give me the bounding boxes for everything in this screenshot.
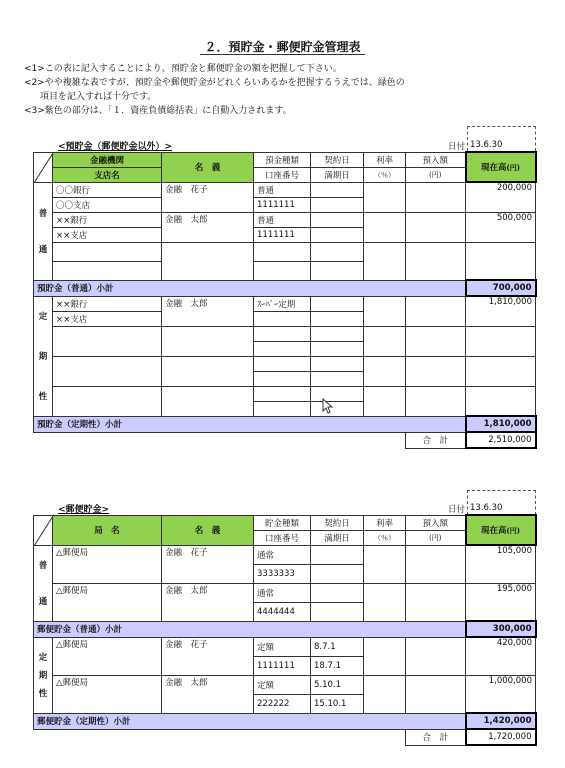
col-account: 口座番号	[254, 167, 311, 182]
total-label: 合 計	[406, 729, 466, 745]
note-3: <3>紫色の部分は、「１．資産負債総括表」に自動入力されます。	[24, 106, 292, 116]
cell-account: 222222	[254, 694, 311, 713]
col-branch: 支店名	[53, 167, 162, 182]
section1-date-label: 日付	[448, 142, 466, 152]
deposit-table	[33, 151, 537, 449]
cell-balance: 420,000	[466, 637, 536, 675]
grand-total: 2,510,000	[466, 432, 536, 448]
section2-date-label: 日付	[448, 505, 466, 515]
col-rate-unit: （％）	[364, 167, 406, 182]
note-2-cont: 項目を記入すれば十分です。	[40, 92, 157, 102]
cell-contract: 5.10.1	[311, 675, 364, 694]
cell-type: 定額	[254, 675, 311, 694]
cell-type: 普通	[254, 182, 311, 197]
total-label: 合 計	[406, 432, 466, 448]
postal-table	[33, 514, 537, 746]
cell-name: 金融 太郎	[162, 212, 254, 242]
section2-date-value: 13.6.30	[470, 503, 503, 513]
cell-name: 金融 花子	[162, 182, 254, 212]
section2-heading: <郵便貯金>	[58, 505, 110, 515]
cell-balance: 200,000	[466, 182, 536, 212]
futsu-label: 普 通	[34, 545, 53, 621]
cell-name: 金融 太郎	[162, 296, 254, 326]
cell-type: 普通	[254, 212, 311, 227]
section1-date-value: 13.6.30	[470, 140, 503, 150]
col-office: 局 名	[53, 515, 162, 545]
cell-balance: 500,000	[466, 212, 536, 242]
cell-branch: ××支店	[53, 311, 162, 326]
teiki-label: 定 期 性	[34, 296, 53, 416]
col-deposit-unit: (円)	[406, 530, 466, 545]
cell-bank: ××銀行	[53, 212, 162, 227]
cell-name: 金融 花子	[162, 637, 254, 675]
col-contract: 契約日	[311, 515, 364, 530]
corner-cell	[34, 152, 53, 182]
cell-bank: 〇〇銀行	[53, 182, 162, 197]
futsu-label: 普 通	[34, 182, 53, 280]
col-deposit-unit: (円)	[406, 167, 466, 182]
cell-contract: 8.7.1	[311, 637, 364, 656]
cell-type: 定額	[254, 637, 311, 656]
teiki-subtotal: 1,420,000	[466, 713, 536, 729]
col-contract: 契約日	[311, 152, 364, 167]
col-rate: 利率	[364, 152, 406, 167]
col-maturity: 満期日	[311, 167, 364, 182]
col-deposit: 預入額	[406, 152, 466, 167]
futsu-subtotal-label: 預貯金（普通）小計	[34, 280, 466, 296]
note-1: <1>この表に記入することにより、預貯金と郵便貯金の額を把握して下さい。	[24, 64, 342, 74]
cell-name: 金融 太郎	[162, 583, 254, 621]
cell-office: △郵便局	[53, 545, 162, 583]
grand-total: 1,720,000	[466, 729, 536, 745]
section1-heading: <預貯金（郵便貯金以外）>	[58, 142, 173, 152]
cell-account: 1111111	[254, 197, 311, 212]
note-2: <2>やや複雑な表ですが、預貯金や郵便貯金がどれくらいあるかを把握するうえでは、緑色の	[24, 78, 405, 88]
cell-office: △郵便局	[53, 675, 162, 713]
cell-balance: 195,000	[466, 583, 536, 621]
col-type: 貯金種類	[254, 515, 311, 530]
cell-name: 金融 花子	[162, 545, 254, 583]
cell-balance: 1,000,000	[466, 675, 536, 713]
cell-type: 通常	[254, 545, 311, 564]
cell-balance: 105,000	[466, 545, 536, 583]
cell-office: △郵便局	[53, 583, 162, 621]
futsu-subtotal-label: 郵便貯金（普通）小計	[34, 621, 466, 637]
cell-bank: ××銀行	[53, 296, 162, 311]
instructions	[24, 62, 544, 118]
teiki-label: 定 期 性	[34, 637, 53, 713]
cell-branch: ××支店	[53, 227, 162, 242]
col-rate: 利率	[364, 515, 406, 530]
cell-name: 金融 太郎	[162, 675, 254, 713]
cell-account: 1111111	[254, 227, 311, 242]
cell-account: 1111111	[254, 656, 311, 675]
cell-balance: 1,810,000	[466, 296, 536, 326]
col-deposit: 預入額	[406, 515, 466, 530]
cell-type: ｽｰﾊﾟｰ定期	[254, 296, 311, 311]
teiki-subtotal-label: 預貯金（定期性）小計	[34, 416, 466, 432]
teiki-subtotal: 1,810,000	[466, 416, 536, 432]
col-balance: 現在高(円)	[466, 515, 536, 545]
col-bank: 金融機関	[53, 152, 162, 167]
cell-account: 4444444	[254, 602, 311, 621]
corner-cell	[34, 515, 53, 545]
col-account: 口座番号	[254, 530, 311, 545]
col-balance: 現在高(円)	[466, 152, 536, 182]
cell-office: △郵便局	[53, 637, 162, 675]
col-maturity: 満期日	[311, 530, 364, 545]
col-name: 名 義	[162, 152, 254, 182]
cell-type: 通常	[254, 583, 311, 602]
cell-maturity: 18.7.1	[311, 656, 364, 675]
cell-branch: 〇〇支店	[53, 197, 162, 212]
page-title: ２．預貯金・郵便貯金管理表	[0, 38, 565, 55]
teiki-subtotal-label: 郵便貯金（定期性）小計	[34, 713, 466, 729]
col-rate-unit: （％）	[364, 530, 406, 545]
cell-account: 3333333	[254, 564, 311, 583]
mouse-cursor-icon	[322, 398, 333, 417]
futsu-subtotal: 300,000	[466, 621, 536, 637]
col-type: 預金種類	[254, 152, 311, 167]
col-name: 名 義	[162, 515, 254, 545]
futsu-subtotal: 700,000	[466, 280, 536, 296]
cell-maturity: 15.10.1	[311, 694, 364, 713]
